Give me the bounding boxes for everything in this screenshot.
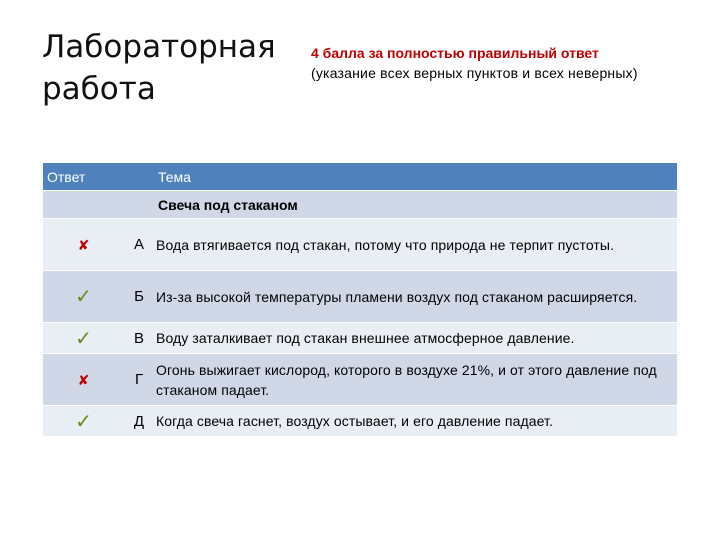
row-statement: Огонь выжигает кислород, которого в воздухе 21%, и от этого давление под стаканом падает. xyxy=(154,354,677,406)
topic-title: Свеча под стаканом xyxy=(154,191,677,219)
row-letter: Д xyxy=(124,406,154,437)
row-statement: Вода втягивается под стакан, потому что природа не терпит пустоты. xyxy=(154,219,677,271)
scoring-rule: 4 балла за полностью правильный ответ xyxy=(311,45,599,61)
table-row xyxy=(43,271,677,323)
table-header xyxy=(43,163,677,191)
table-row xyxy=(43,323,677,354)
row-letter: Б xyxy=(124,271,154,323)
table-row xyxy=(43,354,677,406)
cross-icon: ✘ xyxy=(43,219,124,271)
check-icon: ✓ xyxy=(43,406,124,437)
cross-icon: ✘ xyxy=(43,354,124,406)
answers-table xyxy=(43,163,677,437)
check-icon: ✓ xyxy=(43,271,124,323)
empty-cell xyxy=(43,191,124,219)
empty-cell xyxy=(124,191,154,219)
check-icon: ✓ xyxy=(43,323,124,354)
row-letter: В xyxy=(124,323,154,354)
row-letter: Г xyxy=(124,354,154,406)
scoring-note xyxy=(311,43,711,83)
table-row xyxy=(43,219,677,271)
row-statement: Когда свеча гаснет, воздух остывает, и его давление падает. xyxy=(154,406,677,437)
header-answer: Ответ xyxy=(43,163,154,191)
scoring-clarification: (указание всех верных пунктов и всех неверных) xyxy=(311,65,638,81)
topic-row xyxy=(43,191,677,219)
table-row xyxy=(43,406,677,437)
page-title: Лабораторная работа xyxy=(42,29,276,107)
row-letter: А xyxy=(124,219,154,271)
row-statement: Из-за высокой температуры пламени воздух под стаканом расширяется. xyxy=(154,271,677,323)
row-statement: Воду заталкивает под стакан внешнее атмосферное давление. xyxy=(154,323,677,354)
header-topic: Тема xyxy=(154,163,677,191)
